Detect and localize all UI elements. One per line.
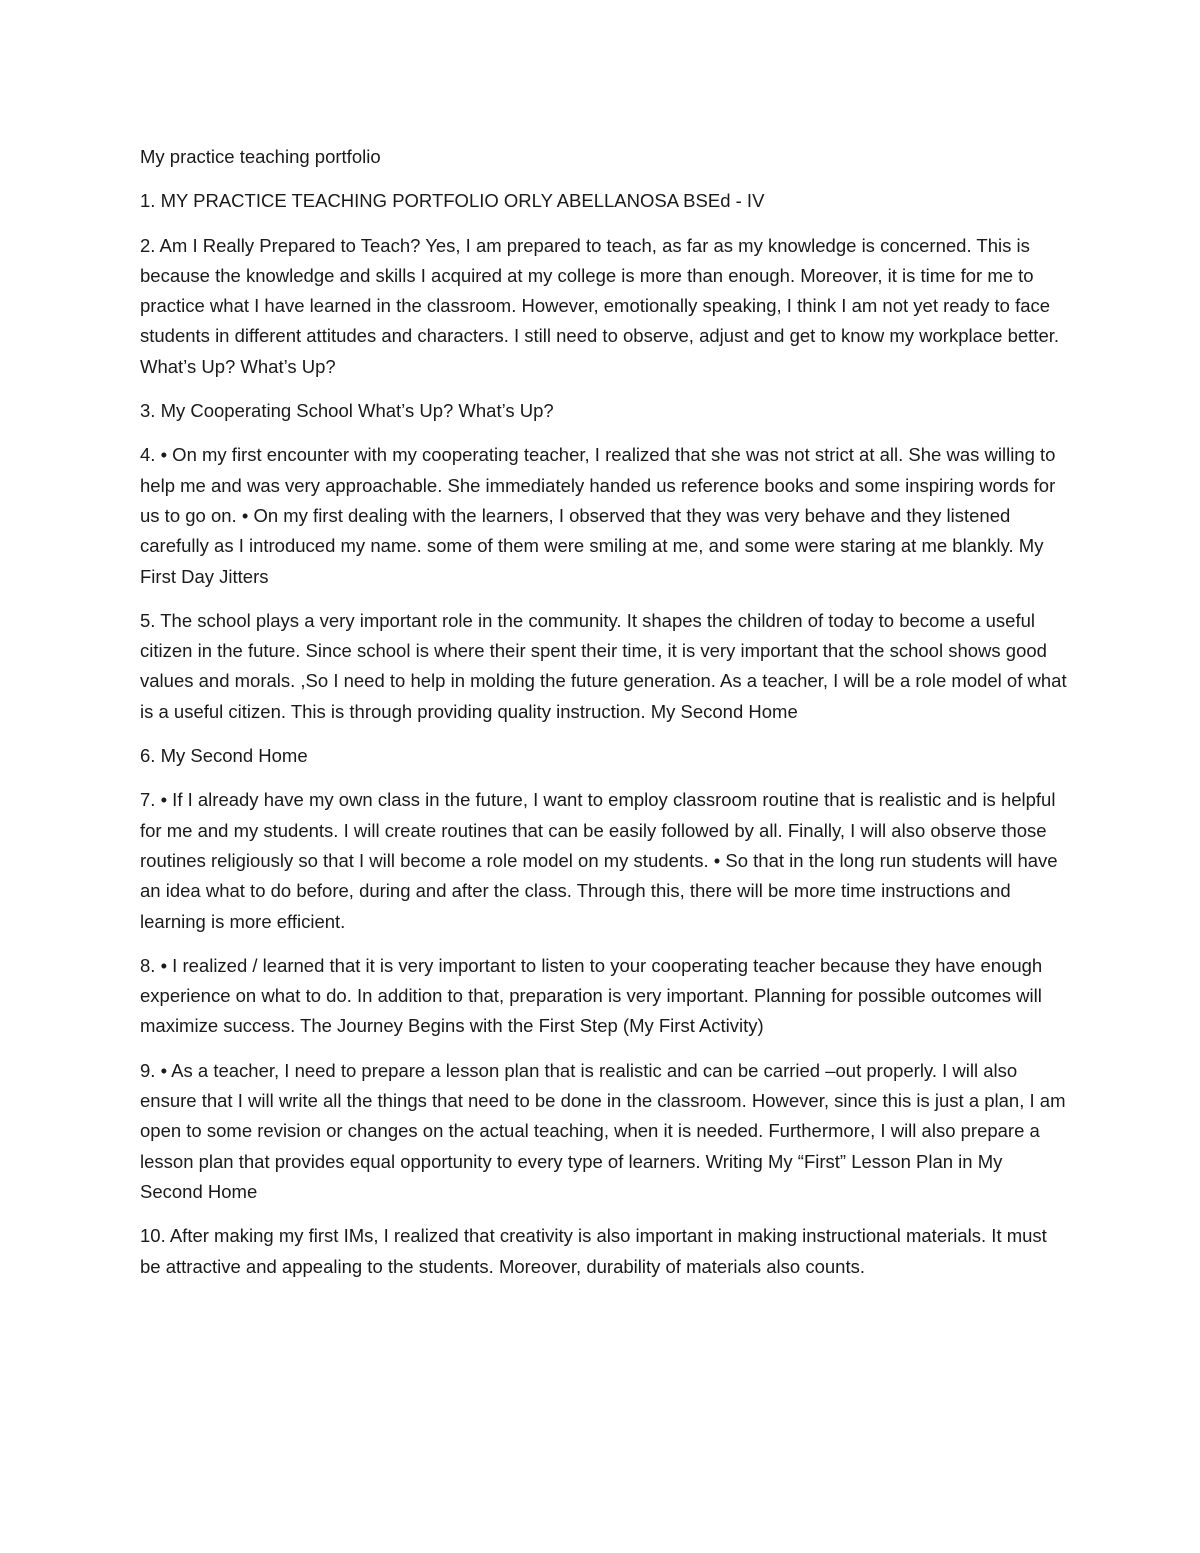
paragraph-1: 1. MY PRACTICE TEACHING PORTFOLIO ORLY ABELLANOSA BSEd - IV [140, 190, 765, 212]
paragraph-10: 10. After making my first IMs, I realized that creativity is also important in making instructional materials. It must be attractive and appealing to the students. Moreover, durability of materials also counts. [140, 1225, 1047, 1277]
paragraph-5: 5. The school plays a very important role in the community. It shapes the children of today to become a useful citizen in the future. Since school is where their spent their time, it is very important that the school shows good values and morals. ,So I need to help in molding the future generation. As a teacher, I will be a role model of what is a useful citizen. This is through providing quality instruction. My Second Home [140, 609, 1067, 722]
paragraph-4: 4. • On my first encounter with my cooperating teacher, I realized that she was not strict at all. She was willing to help me and was very approachable. She immediately handed us reference books and some inspiring words for us to go on. • On my first dealing with the learners, I observed that they was very behave and they listened carefully as I introduced my name. some of them were smiling at me, and some were staring at me blankly. My First Day Jitters [140, 444, 1056, 587]
document-body [140, 142, 1070, 1296]
paragraph-7: 7. • If I already have my own class in the future, I want to employ classroom routine that is realistic and is helpful for me and my students. I will create routines that can be easily followed by all. Finally, I will also observe those routines religiously so that I will become a role model on my students. • So that in the long run students will have an idea what to do before, during and after the class. Through this, there will be more time instructions and learning is more efficient. [140, 789, 1058, 932]
document-title: My practice teaching portfolio [140, 146, 381, 167]
paragraph-8: 8. • I realized / learned that it is very important to listen to your cooperating teacher because they have enough experience on what to do. In addition to that, preparation is very important. Planning for possible outcomes will maximize success. The Journey Begins with the First Step (My First Activity) [140, 954, 1043, 1037]
paragraph-2: 2. Am I Really Prepared to Teach? Yes, I am prepared to teach, as far as my knowledge is concerned. This is because the knowledge and skills I acquired at my college is more than enough. Moreover, it is time for me to practice what I have learned in the classroom. However, emotionally speaking, I think I am not yet ready to face students in different attitudes and characters. I still need to observe, adjust and get to know my workplace better. What’s Up? What’s Up? [140, 234, 1060, 377]
paragraph-6: 6. My Second Home [140, 745, 308, 767]
paragraph-3: 3. My Cooperating School What’s Up? What’s Up? [140, 400, 554, 422]
paragraph-9: 9. • As a teacher, I need to prepare a lesson plan that is realistic and can be carried –out properly. I will also ensure that I will write all the things that need to be done in the classroom. However, since this is just a plan, I am open to some revision or changes on the actual teaching, when it is needed. Furthermore, I will also prepare a lesson plan that provides equal opportunity to every type of learners. Writing My “First” Lesson Plan in My Second Home [140, 1059, 1066, 1202]
